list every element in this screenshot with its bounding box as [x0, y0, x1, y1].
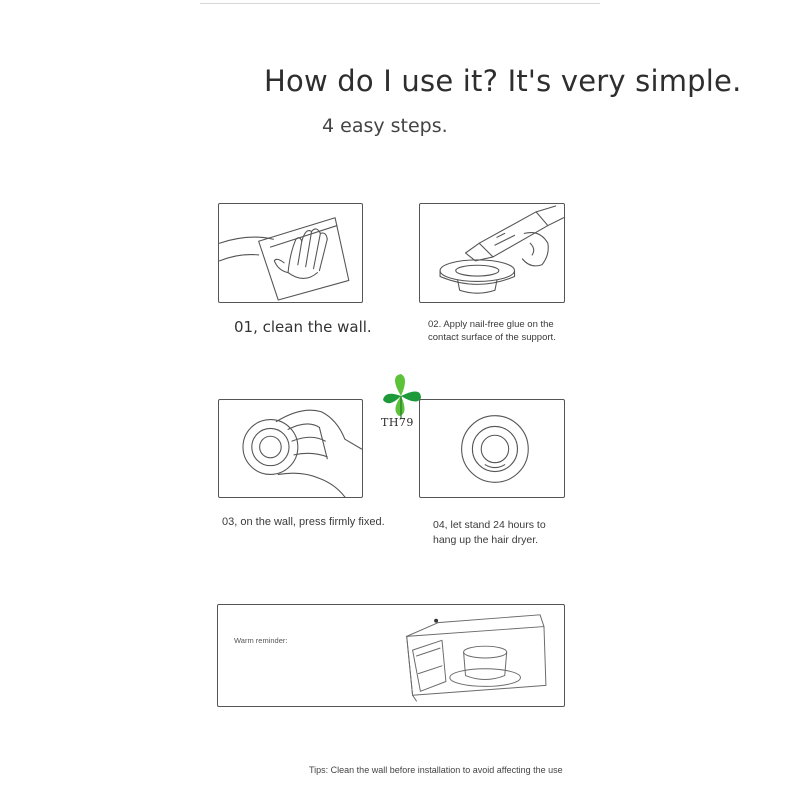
- clover-logo-icon: [379, 372, 423, 420]
- step-3-caption: 03, on the wall, press firmly fixed.: [222, 516, 385, 528]
- step-2-illustration: [419, 203, 565, 303]
- reminder-label: Warm reminder:: [234, 636, 288, 645]
- top-divider: [200, 3, 600, 4]
- tips-text: Tips: Clean the wall before installation to avoid affecting the use: [309, 765, 563, 775]
- step-1-illustration: [218, 203, 363, 303]
- step-3-illustration: [218, 399, 363, 498]
- reminder-illustration: [217, 604, 565, 707]
- page-title: How do I use it? It's very simple.: [264, 64, 742, 98]
- step-2-caption: 02. Apply nail-free glue on the contact surface of the support.: [428, 319, 556, 343]
- page-subtitle: 4 easy steps.: [322, 115, 448, 137]
- step-4-illustration: [419, 399, 565, 498]
- step-4-caption: 04, let stand 24 hours to hang up the hair dryer.: [433, 519, 546, 546]
- step-1-caption: 01, clean the wall.: [234, 318, 372, 336]
- logo-text: TH79: [381, 416, 414, 429]
